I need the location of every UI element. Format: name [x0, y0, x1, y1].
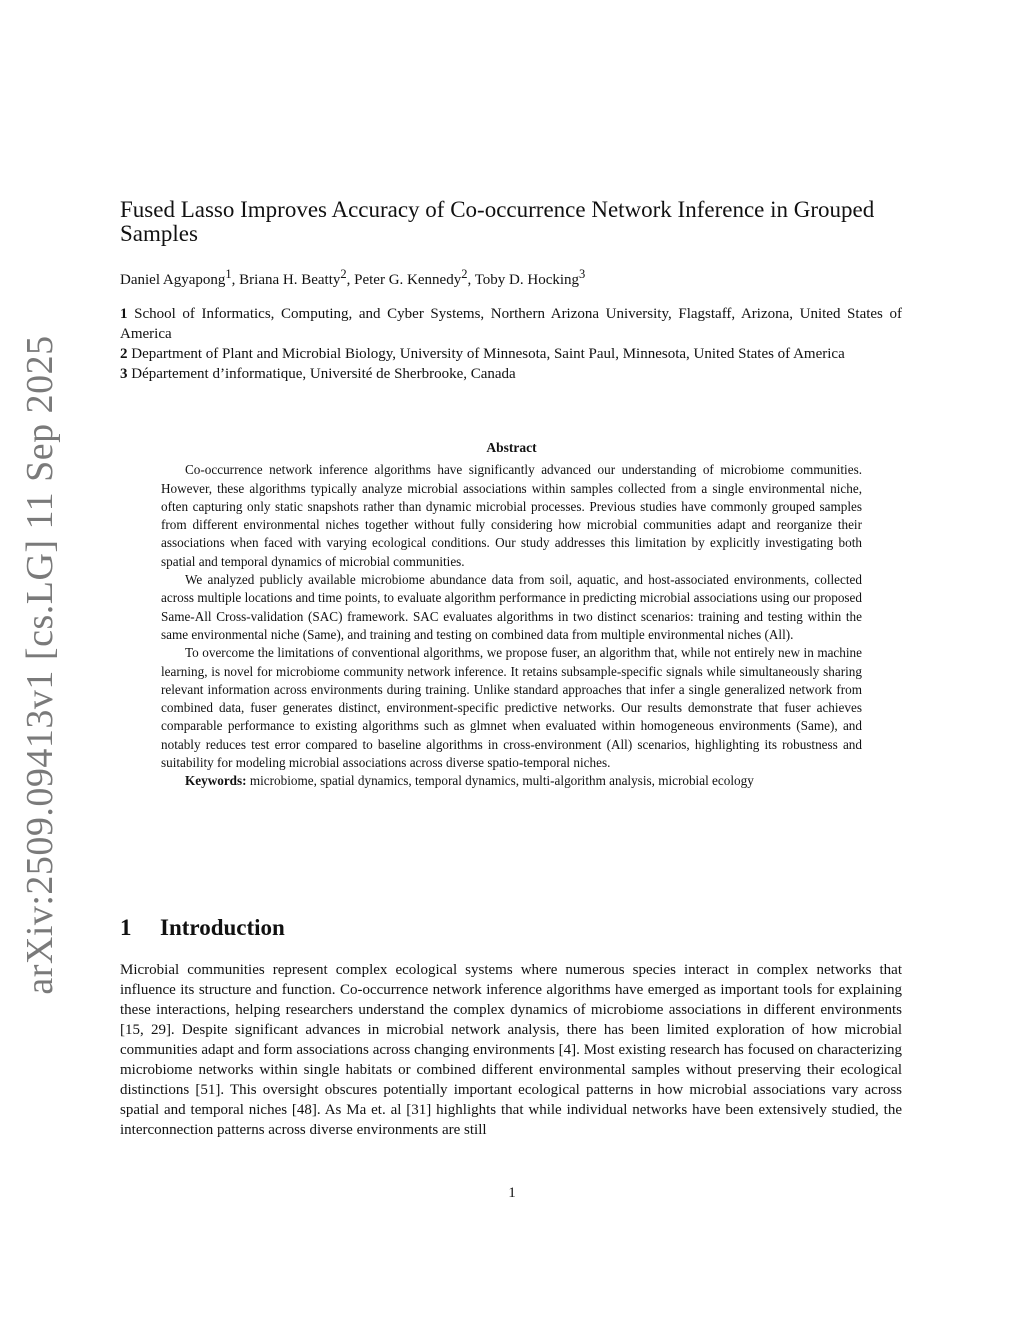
affiliation-number: 1 — [120, 306, 128, 322]
affiliation-number: 2 — [120, 346, 128, 362]
author-affil-sup: 1 — [225, 267, 232, 281]
affiliation — [120, 364, 902, 384]
affiliation-text: Département d’informatique, Université de Sherbrooke, Canada — [131, 366, 516, 382]
author-name: Toby D. Hocking — [474, 272, 580, 288]
arxiv-identifier[interactable]: arXiv:2509.09413v1 [cs.LG] 11 Sep 2025 — [19, 335, 61, 995]
paper-title: Fused Lasso Improves Accuracy of Co-occurrence Network Inference in Grouped Samples — [120, 197, 875, 246]
author-name: Daniel Agyapong — [120, 272, 226, 288]
abstract-paragraph: To overcome the limitations of conventional algorithms, we propose fuser, an algorithm that, while not entirely new in machine learning, is novel for microbiome community network inference. It retains subsample-specific signals while simultaneously sharing relevant information across environments during training. Unlike standard approaches that infer a single generalized network from combined data, fuser generates distinct, environment-specific predictive networks. Our results demonstrate that fuser achieves comparable performance to existing algorithms such as glmnet when evaluated within homogeneous environments (Same), and notably reduces test error compared to baseline algorithms in cross-environment (All) scenarios, highlighting its robustness and suitability for modeling microbial associations across diverse spatio-temporal niches. — [161, 645, 862, 771]
section-heading — [120, 915, 285, 941]
affiliations — [120, 304, 902, 384]
abstract-heading: Abstract — [486, 440, 537, 455]
affiliation-text: School of Informatics, Computing, and Cyber Systems, Northern Arizona University, Flagstaff, Arizona, United States of America — [120, 306, 903, 342]
author-affil-sup: 3 — [579, 267, 586, 281]
affiliation-text: Department of Plant and Microbial Biology, University of Minnesota, Saint Paul, Minnesota, United States of America — [131, 346, 845, 362]
author-affil-sup: 2 — [340, 267, 347, 281]
abstract — [161, 439, 862, 791]
arxiv-stamp — [10, 335, 70, 995]
author-name: Briana H. Beatty — [239, 272, 341, 288]
abstract-paragraph: We analyzed publicly available microbiome abundance data from soil, aquatic, and host-associated environments, collected across multiple locations and time points, to evaluate algorithm performance in predicting microbial associations using our proposed Same-All Cross-validation (SAC) framework. SAC evaluates algorithms in two distinct scenarios: training and testing within the same environmental niche (Same), and training and testing on combined data from multiple environmental niches (All). — [161, 572, 862, 642]
author-affil-sup: 2 — [461, 267, 468, 281]
keywords — [161, 772, 862, 790]
page-number: 1 — [508, 1185, 516, 1201]
section-title: Introduction — [160, 915, 285, 940]
keywords-list: microbiome, spatial dynamics, temporal dynamics, multi-algorithm analysis, microbial ecology — [249, 773, 754, 789]
abstract-paragraph: Co-occurrence network inference algorithms have significantly advanced our understanding of microbiome communities. However, these algorithms typically analyze microbial associations within samples collected from a single environmental niche, often capturing only static snapshots rather than dynamic microbial processes. Previous studies have commonly grouped samples from different environmental niches together without fully considering how microbial communities adapt and reorganize their associations when faced with varying ecological conditions. Our study addresses this limitation by explicitly investigating both spatial and temporal dynamics of microbial communities. — [161, 462, 862, 569]
body-paragraph: Microbial communities represent complex ecological systems where numerous species interact in complex networks that influence its structure and function. Co-occurrence network inference algorithms have emerged as important tools for explaining these interactions, helping researchers understand the complex dynamics of microbiome associations in different environments [15, 29]. Despite significant advances in microbial network analysis, there has been limited exploration of how microbial communities adapt and form associations across changing environments [4]. Most existing research has focused on characterizing microbiome networks within single habitats or combined different environmental samples without preserving their ecological distinctions [51]. This oversight obscures potentially important ecological patterns in how microbial associations vary across spatial and temporal niches [48]. As Ma et. al [31] highlights that while individual networks have been extensively studied, the interconnection patterns across diverse environments are still — [120, 962, 902, 1138]
affiliation — [120, 344, 902, 364]
keywords-label: Keywords: — [185, 773, 247, 789]
section-number: 1 — [120, 915, 132, 940]
section-body — [120, 960, 902, 1140]
affiliation — [120, 304, 902, 344]
author-name: Peter G. Kennedy — [354, 272, 462, 288]
author-list: Daniel Agyapong$^1$, Briana H. Beatty$^2$, Peter G. Kennedy$^2$, Toby D. Hocking$^3$ — [120, 267, 586, 288]
affiliation-number: 3 — [120, 366, 128, 382]
